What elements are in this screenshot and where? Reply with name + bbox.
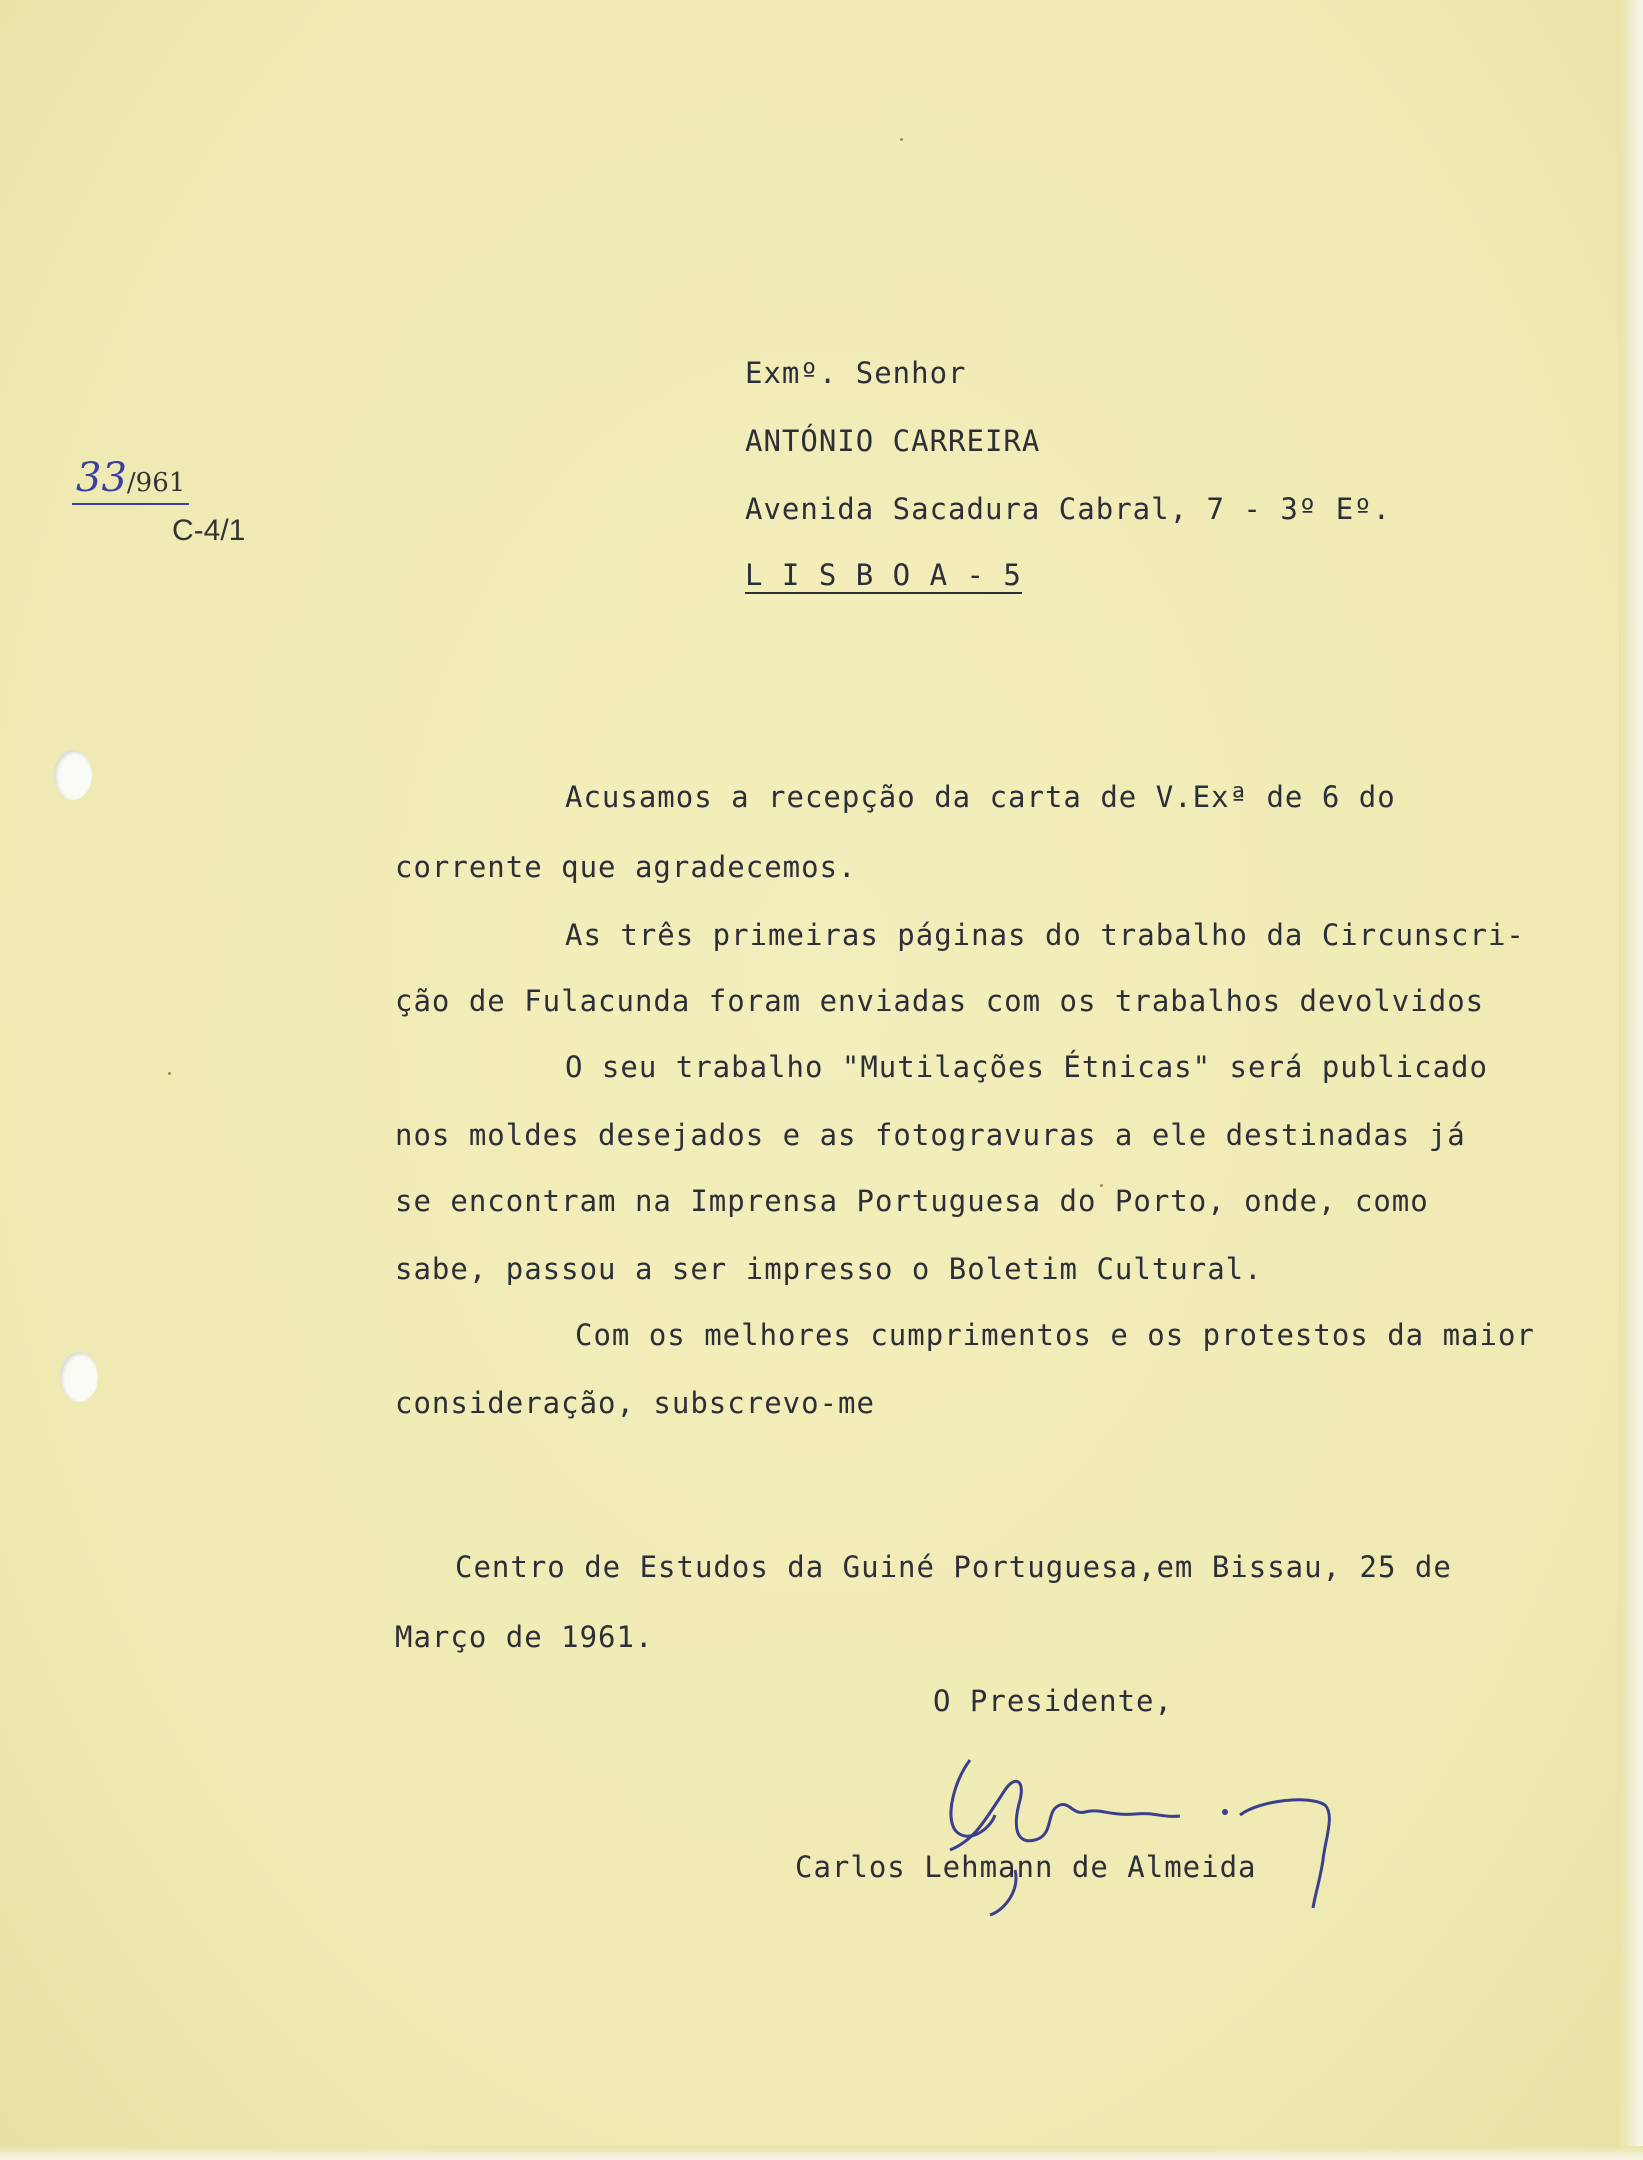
signatory-name: Carlos Lehmann de Almeida bbox=[795, 1850, 1257, 1884]
punch-hole-bottom bbox=[60, 1352, 98, 1402]
body-line-8: sabe, passou a ser impresso o Boletim Cultural. bbox=[395, 1252, 1263, 1286]
body-line-4: ção de Fulacunda foram enviadas com os trabalhos devolvidos bbox=[395, 984, 1485, 1018]
paper-edge-right bbox=[1619, 0, 1643, 2160]
paper-edge-bottom bbox=[0, 2146, 1643, 2160]
address-name: ANTÓNIO CARREIRA bbox=[745, 424, 1041, 458]
place-date-line-2: Março de 1961. bbox=[395, 1620, 654, 1654]
address-street: Avenida Sacadura Cabral, 7 - 3º Eº. bbox=[745, 492, 1392, 526]
closing-title: O Presidente, bbox=[933, 1684, 1173, 1718]
paper-speck bbox=[900, 138, 903, 141]
place-date-line-1: Centro de Estudos da Guiné Portuguesa,em Bissau, 25 de bbox=[455, 1550, 1452, 1584]
handwritten-signature bbox=[895, 1720, 1345, 1920]
body-line-10: consideração, subscrevo-me bbox=[395, 1386, 875, 1420]
body-line-5: O seu trabalho "Mutilações Étnicas" será publicado bbox=[565, 1050, 1488, 1084]
body-line-3: As três primeiras páginas do trabalho da Circunscri- bbox=[565, 918, 1525, 952]
address-city: L I S B O A - 5 bbox=[745, 558, 1022, 592]
body-line-1: Acusamos a recepção da carta de V.Exª de 6 do bbox=[565, 780, 1396, 814]
body-line-2: corrente que agradecemos. bbox=[395, 850, 857, 884]
address-salutation: Exmº. Senhor bbox=[745, 356, 967, 390]
reference-code: C-4/1 bbox=[172, 514, 246, 547]
paper-speck bbox=[168, 1072, 171, 1075]
body-line-7: se encontram na Imprensa Portuguesa do Porto, onde, como bbox=[395, 1184, 1429, 1218]
body-line-9: Com os melhores cumprimentos e os protestos da maior bbox=[575, 1318, 1535, 1352]
punch-hole-top bbox=[54, 750, 92, 800]
body-line-6: nos moldes desejados e as fotogravuras a ele destinadas já bbox=[395, 1118, 1466, 1152]
handwritten-reference-number: 33/961 bbox=[72, 458, 189, 505]
